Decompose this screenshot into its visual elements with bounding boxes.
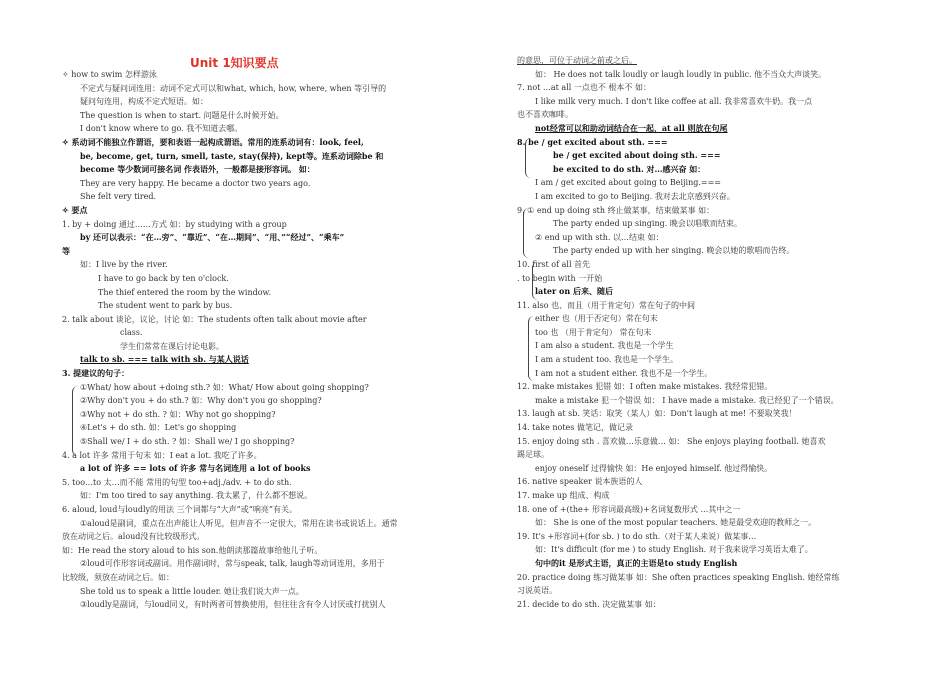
right-line: 21. decide to do sth. 决定做某事 如： bbox=[517, 599, 661, 609]
left-line: class. bbox=[120, 328, 143, 338]
left-line: 如：I live by the river. bbox=[80, 260, 168, 270]
right-line: 7. not …at all 一点也不 根本不 如： bbox=[517, 83, 651, 93]
left-line: ✧ how to swim 怎样游泳 bbox=[62, 70, 157, 79]
left-line: 4. a lot 许多 常用于句末 如：I eat a lot. 我吃了许多。 bbox=[62, 450, 262, 460]
right-line: later on 后来、随后 bbox=[535, 286, 613, 297]
right-line: 如： He does not talk loudly or laugh loudly in public. 他不当众大声谈笑。 bbox=[535, 69, 827, 79]
left-line: ②Why don't you + do sth.? 如：Why don't you go shopping? bbox=[80, 396, 322, 406]
right-line: 8. be / get excited about sth. === bbox=[517, 136, 668, 147]
brace-suggestions bbox=[72, 386, 78, 456]
right-line: . to begin with 一开始 bbox=[517, 273, 603, 283]
left-line: 放在动词之后。aloud没有比较级形式。 bbox=[62, 532, 205, 542]
right-line: be / get excited about doing sth. === bbox=[553, 150, 721, 161]
right-line: 句中的it 是形式主语，真正的主语是to study English bbox=[535, 557, 738, 568]
right-line: 11. also 也、而且（用于肯定句）常在句子的中间 bbox=[517, 300, 696, 310]
left-line: ③Why not + do sth. ? 如：Why not go shopping? bbox=[80, 409, 276, 419]
left-line: 3. 提建议的句子： bbox=[62, 368, 130, 379]
right-line: either 也（用于否定句）常在句末 bbox=[535, 314, 658, 324]
left-line: ②loud可作形容词或副词。用作副词时，常与speak, talk, laugh等动词连用，多用于 bbox=[80, 559, 385, 569]
right-line: 19. It's +形容词+(for sb. ) to do sth.（对于某人来说）做某事… bbox=[517, 531, 757, 541]
right-line: 16. native speaker 说本族语的人 bbox=[517, 477, 643, 487]
right-line: 9. ① end up doing sth 终止做某事，结束做某事 如： bbox=[517, 205, 715, 215]
left-line: 1. by + doing 通过……方式 如：by studying with a group bbox=[62, 219, 287, 229]
right-line: 踢足球。 bbox=[517, 450, 549, 460]
left-line: 如：He read the story aloud to his son.他朗读那篇故事给他儿子听。 bbox=[62, 545, 323, 555]
left-line: be, become, get, turn, smell, taste, stay(保持), kept等。连系动词除be 和 bbox=[80, 150, 384, 161]
brace-first bbox=[532, 262, 538, 300]
right-line: 12. make mistakes 犯错 如：I often make mistakes. 我经常犯错。 bbox=[517, 382, 773, 392]
right-line: 14. take notes 做笔记，做记录 bbox=[517, 423, 633, 433]
right-line: 10. first of all 首先 bbox=[517, 259, 591, 269]
right-line: I am excited to go to Beijing. 我对去北京感到兴奋。 bbox=[535, 191, 735, 201]
right-line: 17. make up 组成、构成 bbox=[517, 491, 610, 500]
left-line: by 还可以表示：“在…旁”、“靠近”、“在…期间”、“用、”“经过”、“乘车” bbox=[80, 232, 345, 243]
right-line: I am also a student. 我也是一个学生 bbox=[535, 341, 674, 351]
left-line: ⑤Shall we/ I + do sth. ? 如：Shall we/ I go shopping? bbox=[80, 437, 295, 447]
left-line: ①aloud是副词，重点在出声能让人听见，但声音不一定很大，常用在读书或说话上。通常 bbox=[80, 518, 398, 528]
left-line: ③loudly是副词，与loud同义，有时两者可替换使用，但往往含有令人讨厌或打扰别人 bbox=[80, 600, 386, 610]
right-line: I am not a student either. 我也不是一个学生。 bbox=[535, 368, 713, 378]
left-line: 2. talk about 谈论，议论，讨论 如：The students often talk about movie after bbox=[62, 314, 367, 324]
left-line: 不定式与疑问词连用：动词不定式可以和what, which, how, where, when 等引导的 bbox=[80, 83, 387, 93]
left-line: She felt very tired. bbox=[80, 192, 157, 202]
left-line: 等 bbox=[62, 245, 70, 256]
right-line: enjoy oneself 过得愉快 如：He enjoyed himself. 他过得愉快。 bbox=[535, 463, 773, 473]
left-line: They are very happy. He became a doctor two years ago. bbox=[80, 178, 311, 188]
left-line: I don't know where to go. 我不知道去哪。 bbox=[80, 124, 243, 134]
left-line: I have to go back by ten o'clock. bbox=[98, 273, 229, 283]
left-line: She told us to speak a little louder. 她让我们说大声一点。 bbox=[80, 586, 304, 596]
left-line: 如：I'm too tired to say anything. 我太累了，什么都不想说。 bbox=[80, 491, 313, 501]
brace-excited bbox=[525, 138, 531, 178]
left-line: The thief entered the room by the window. bbox=[98, 287, 271, 297]
right-line: ② end up with sth. 以…结束 如： bbox=[535, 232, 664, 242]
left-line: talk to sb. === talk with sb. 与某人说话 bbox=[80, 354, 249, 365]
right-line: I am / get excited about going to Beijing.=== bbox=[535, 178, 721, 188]
left-line: 疑问句连用，构成不定式短语。如： bbox=[80, 97, 208, 107]
right-line: 如：It's difficult (for me ) to study English. 对于我来说学习英语太难了。 bbox=[535, 545, 813, 555]
right-line: be excited to do sth. 对…感兴奋 如： bbox=[553, 163, 706, 174]
left-line: ①What/ how about +doing sth.? 如：What/ How about going shopping? bbox=[80, 382, 369, 392]
brace-end-up bbox=[523, 208, 529, 258]
right-line: I am a student too. 我也是一个学生。 bbox=[535, 355, 678, 365]
right-line: 的意思，可位于动词之前或之后。 bbox=[517, 56, 637, 65]
right-line: 18. one of +(the+ 形容词最高级)+名词复数形式 …其中之一 bbox=[517, 504, 741, 514]
left-line: ✧ 要点 bbox=[62, 204, 88, 215]
right-line: The party ended up singing. 晚会以唱歌而结束。 bbox=[553, 219, 742, 229]
right-line: too 也 （用于肯定句） 常在句末 bbox=[535, 327, 652, 337]
right-line: 也不喜欢咖啡。 bbox=[517, 110, 573, 120]
left-line: 比较级，须放在动词之后。如： bbox=[62, 572, 174, 582]
right-line: The party ended up with her singing. 晚会以她的歌唱而告终。 bbox=[553, 246, 795, 256]
right-line: make a mistake 犯一个错误 如： I have made a mistake. 我已经犯了一个错误。 bbox=[535, 395, 839, 405]
left-line: become 等少数词可接名词 作表语外，一般都是接形容词。 如： bbox=[80, 164, 315, 175]
right-column bbox=[517, 54, 902, 611]
right-line: 20. practice doing 练习做某事 如：She often practices speaking English. 她经常练 bbox=[517, 572, 840, 582]
page-title: Unit 1知识要点 bbox=[190, 56, 279, 70]
right-line: 13. laugh at sb. 笑话：取笑（某人）如：Don't laugh at me! 不要取笑我！ bbox=[517, 409, 797, 419]
left-line: The question is when to start. 问题是什么时候开始。 bbox=[80, 110, 284, 120]
left-line: 学生们常常在课后讨论电影。 bbox=[120, 341, 224, 351]
right-line: I like milk very much. I don't like coffee at all. 我非常喜欢牛奶。我一点 bbox=[535, 96, 813, 106]
right-line: 习说英语。 bbox=[517, 586, 557, 596]
left-line: ④Let's + do sth. 如：Let's go shopping bbox=[80, 423, 237, 433]
right-line: 15. enjoy doing sth . 喜欢做…乐意做… 如： She enjoys playing football. 她喜欢 bbox=[517, 436, 826, 446]
left-line: a lot of 许多 == lots of 许多 常与名词连用 a lot of books bbox=[80, 463, 311, 474]
left-line: 5. too…to 太…而不能 常用的句型 too+adj./adv. + to do sth. bbox=[62, 477, 292, 487]
right-line: not经常可以和助动词结合在一起，at all 则放在句尾 bbox=[535, 122, 728, 133]
right-line: 如： She is one of the most popular teachers. 她是最受欢迎的教师之一。 bbox=[535, 518, 817, 528]
left-column bbox=[62, 68, 477, 612]
left-line: ✧ 系动词不能独立作谓语，要和表语一起构成谓语。常用的连系动词有：look, feel, bbox=[62, 136, 364, 147]
left-line: The student went to park by bus. bbox=[98, 301, 233, 311]
brace-also bbox=[528, 316, 534, 381]
left-line: 6. aloud, loud与loudly的用法 三个词都与“大声”或“响亮”有关。 bbox=[62, 505, 297, 514]
